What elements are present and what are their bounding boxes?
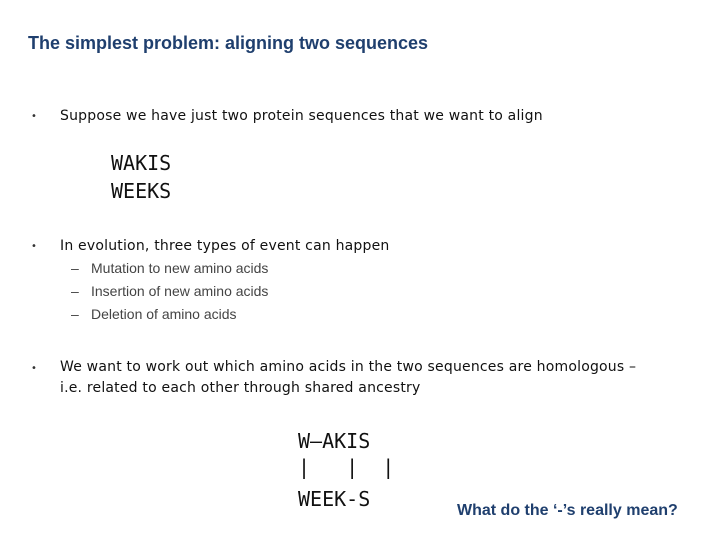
question-text: What do the ‘-’s really mean?	[457, 502, 678, 519]
bullet-marker: •	[31, 241, 37, 252]
dash-marker: –	[71, 306, 79, 322]
alignment-top: W—AKIS	[298, 429, 371, 453]
alignment-match-line: | | |	[298, 455, 395, 479]
sequence-2: WEEKS	[111, 179, 172, 203]
dash-marker: –	[71, 283, 79, 299]
event-item	[71, 260, 268, 276]
bullet-text-3-line-2: i.e. related to each other through shared ancestry	[60, 380, 421, 396]
alignment-bottom: WEEK-S	[298, 487, 371, 511]
event-item	[71, 306, 237, 322]
dash-marker: –	[71, 260, 79, 276]
sequence-1: WAKIS	[111, 151, 172, 175]
event-text: Mutation to new amino acids	[91, 260, 269, 276]
event-text: Deletion of amino acids	[91, 306, 237, 322]
bullet-text-1: Suppose we have just two protein sequences that we want to align	[60, 108, 543, 124]
event-item	[71, 283, 268, 299]
event-text: Insertion of new amino acids	[91, 283, 269, 299]
bullet-text-3-line-1: We want to work out which amino acids in the two sequences are homologous –	[60, 359, 637, 375]
bullet-marker: •	[31, 111, 37, 122]
slide-title: The simplest problem: aligning two sequences	[28, 33, 429, 53]
bullet-marker: •	[31, 363, 37, 374]
bullet-text-2: In evolution, three types of event can happen	[60, 238, 390, 254]
